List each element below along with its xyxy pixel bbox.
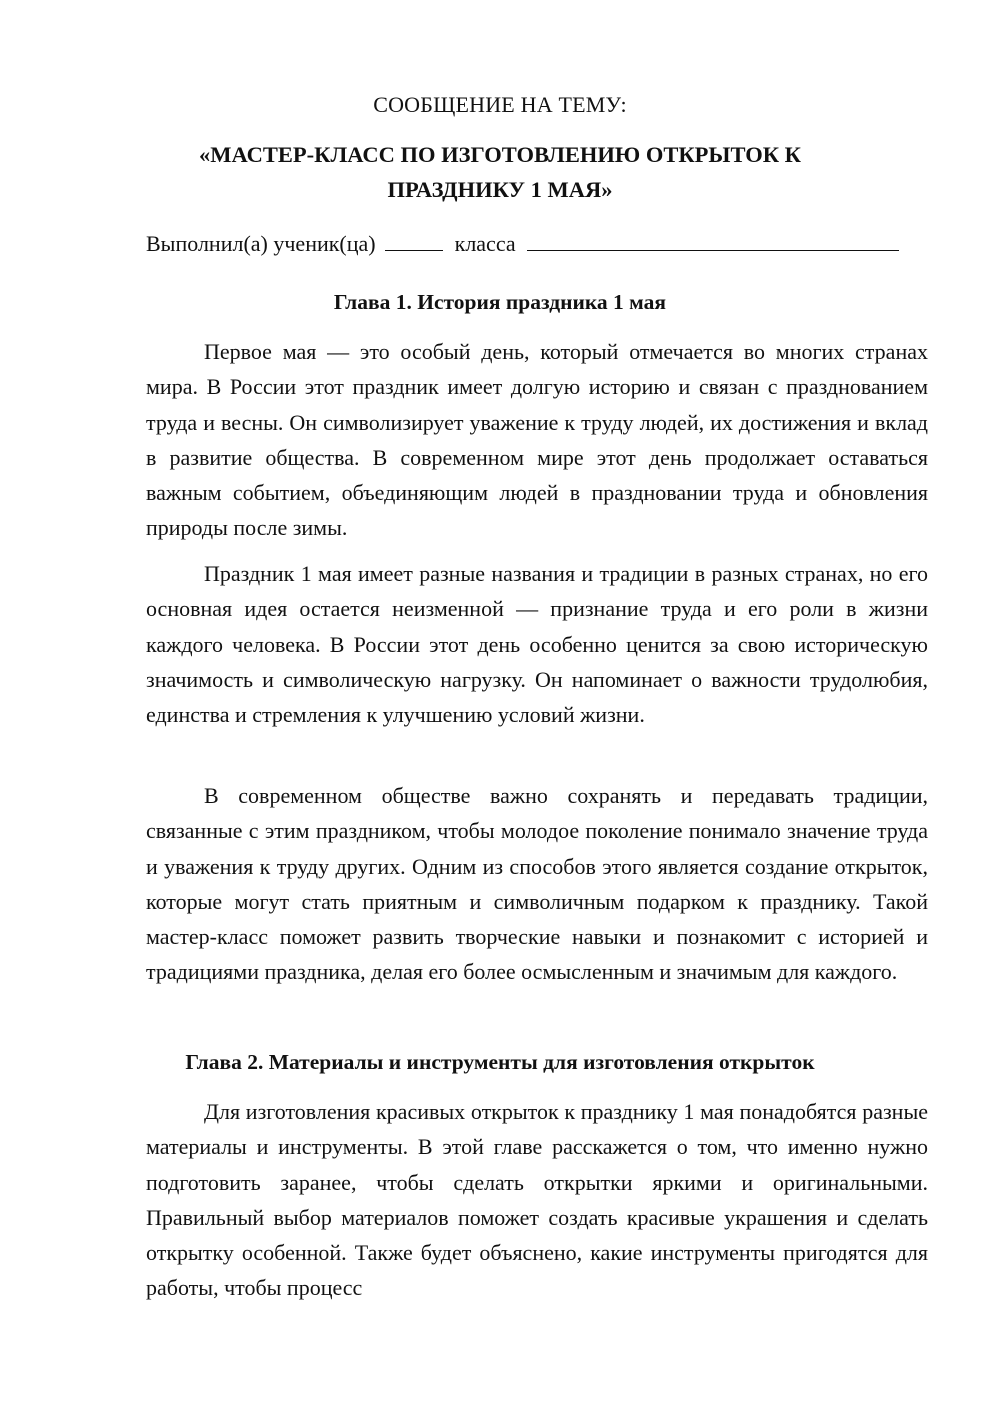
- chapter-1-heading: Глава 1. История праздника 1 мая: [333, 290, 667, 314]
- chapter-1-paragraph: Праздник 1 мая имеет разные названия и традиции в разных странах, но его основная идея остается неизменной — признание труда и его роли в жизни каждого человека. В России этот день особенно ценится за свою историческую значимость и символическую нагрузку. Он напоминает о важности трудолюбия, единства и стремления к улучшению условий жизни.: [146, 561, 928, 728]
- chapter-1-paragraph: В современном обществе важно сохранять и передавать традиции, связанные с этим праздником, чтобы молодое поколение понимало значение труда и уважения к труду других. Одним из способов этого является создание открыток, которые могут стать приятным и символичным подарком к празднику. Такой мастер-класс поможет развить творческие навыки и познакомит с историей и традициями праздника, делая его более осмысленным и значимым для каждого.: [146, 783, 928, 985]
- topic-label: СООБЩЕНИЕ НА ТЕМУ:: [373, 92, 627, 117]
- chapter-2-paragraph: Для изготовления красивых открыток к празднику 1 мая понадобятся разные материалы и инструменты. В этой главе расскажется о том, что именно нужно подготовить заранее, чтобы сделать открытки яркими и оригинальными. Правильный выбор материалов поможет создать красивые украшения и сделать открытку особенной. Также будет объяснено, какие инструменты пригодятся для работы, чтобы процесс: [146, 1099, 928, 1301]
- title-line-1: «МАСТЕР-КЛАСС ПО ИЗГОТОВЛЕНИЮ ОТКРЫТОК К: [199, 142, 801, 167]
- author-line: [146, 230, 926, 257]
- name-blank: [527, 230, 899, 251]
- chapter-1-paragraph: Первое мая — это особый день, который отмечается во многих странах мира. В России этот праздник имеет долгую историю и связан с празднованием труда и весны. Он символизирует уважение к труду людей, их достижения и вклад в развитие общества. В современном мире этот день продолжает оставаться важным событием, объединяющим людей в праздновании труда и обновления природы после зимы.: [146, 339, 928, 541]
- author-prefix: Выполнил(а) ученик(ца): [146, 231, 376, 256]
- title-line-2: ПРАЗДНИКУ 1 МАЯ»: [387, 177, 613, 202]
- author-class-word: класса: [454, 231, 516, 256]
- class-blank: [385, 230, 443, 251]
- chapter-2-heading: Глава 2. Материалы и инструменты для изготовления открыток: [185, 1050, 815, 1074]
